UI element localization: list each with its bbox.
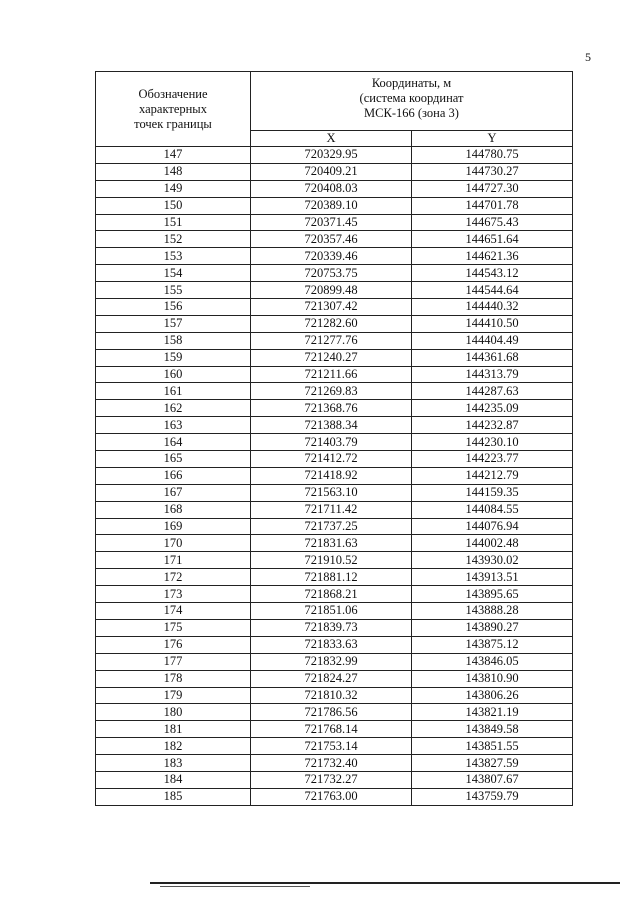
table-row	[96, 484, 573, 501]
y-coordinate-cell: 144361.68	[412, 349, 573, 366]
point-id-cell: 147	[96, 147, 251, 164]
x-coordinate-cell: 720408.03	[251, 180, 412, 197]
x-coordinate-cell: 720371.45	[251, 214, 412, 231]
table-row	[96, 670, 573, 687]
table-row	[96, 755, 573, 772]
x-coordinate-cell: 721240.27	[251, 349, 412, 366]
point-id-cell: 183	[96, 755, 251, 772]
table-row	[96, 619, 573, 636]
point-id-cell: 172	[96, 569, 251, 586]
point-id-cell: 164	[96, 434, 251, 451]
point-id-cell: 184	[96, 771, 251, 788]
x-coordinate-cell: 721910.52	[251, 552, 412, 569]
x-coordinate-cell: 721711.42	[251, 501, 412, 518]
x-coordinate-cell: 721732.27	[251, 771, 412, 788]
x-coordinate-cell: 721412.72	[251, 451, 412, 468]
coordinates-header	[251, 72, 573, 131]
x-coordinate-cell: 721786.56	[251, 704, 412, 721]
header-line: Координаты, м	[371, 76, 452, 90]
table-row	[96, 788, 573, 805]
y-coordinate-cell: 144159.35	[412, 484, 573, 501]
table-row	[96, 383, 573, 400]
y-coordinate-cell: 144621.36	[412, 248, 573, 265]
point-id-cell: 158	[96, 332, 251, 349]
table-row	[96, 349, 573, 366]
x-coordinate-cell: 721868.21	[251, 586, 412, 603]
table-row	[96, 332, 573, 349]
table-row	[96, 603, 573, 620]
y-coordinate-cell: 144675.43	[412, 214, 573, 231]
point-id-cell: 149	[96, 180, 251, 197]
point-id-cell: 165	[96, 451, 251, 468]
y-coordinate-cell: 143821.19	[412, 704, 573, 721]
table-row	[96, 687, 573, 704]
y-coordinate-cell: 143930.02	[412, 552, 573, 569]
x-coordinate-cell: 721277.76	[251, 332, 412, 349]
y-coordinate-cell: 144727.30	[412, 180, 573, 197]
table-row	[96, 552, 573, 569]
x-coordinate-cell: 721732.40	[251, 755, 412, 772]
table-row	[96, 214, 573, 231]
x-coordinate-cell: 721839.73	[251, 619, 412, 636]
point-id-cell: 168	[96, 501, 251, 518]
point-id-cell: 180	[96, 704, 251, 721]
table-row	[96, 518, 573, 535]
point-id-cell: 156	[96, 299, 251, 316]
y-coordinate-cell: 144313.79	[412, 366, 573, 383]
y-coordinate-cell: 144780.75	[412, 147, 573, 164]
y-coordinate-cell: 144543.12	[412, 265, 573, 282]
y-coordinate-cell: 143846.05	[412, 653, 573, 670]
x-coordinate-cell: 721833.63	[251, 636, 412, 653]
x-coordinate-cell: 720329.95	[251, 147, 412, 164]
table-row	[96, 771, 573, 788]
x-column-header: X	[251, 131, 412, 147]
point-id-cell: 150	[96, 197, 251, 214]
y-coordinate-cell: 144440.32	[412, 299, 573, 316]
point-id-cell: 159	[96, 349, 251, 366]
point-id-cell: 161	[96, 383, 251, 400]
y-coordinate-cell: 144230.10	[412, 434, 573, 451]
x-coordinate-cell: 721763.00	[251, 788, 412, 805]
y-coordinate-cell: 143888.28	[412, 603, 573, 620]
y-coordinate-cell: 143810.90	[412, 670, 573, 687]
y-coordinate-cell: 144212.79	[412, 467, 573, 484]
y-coordinate-cell: 144287.63	[412, 383, 573, 400]
table-row	[96, 501, 573, 518]
page-number: 5	[585, 50, 591, 64]
table-row	[96, 417, 573, 434]
table-row	[96, 147, 573, 164]
point-id-cell: 182	[96, 738, 251, 755]
point-id-cell: 162	[96, 400, 251, 417]
x-coordinate-cell: 721269.83	[251, 383, 412, 400]
y-coordinate-cell: 144410.50	[412, 315, 573, 332]
table-row	[96, 366, 573, 383]
y-coordinate-cell: 143759.79	[412, 788, 573, 805]
y-coordinate-cell: 143807.67	[412, 771, 573, 788]
x-coordinate-cell: 721768.14	[251, 721, 412, 738]
table-row	[96, 704, 573, 721]
x-coordinate-cell: 720339.46	[251, 248, 412, 265]
x-coordinate-cell: 720409.21	[251, 163, 412, 180]
table-row	[96, 636, 573, 653]
point-id-cell: 169	[96, 518, 251, 535]
point-id-cell: 174	[96, 603, 251, 620]
y-coordinate-cell: 144076.94	[412, 518, 573, 535]
header-line: характерных	[139, 101, 207, 116]
point-id-cell: 154	[96, 265, 251, 282]
x-coordinate-cell: 721851.06	[251, 603, 412, 620]
table-row	[96, 282, 573, 299]
point-id-cell: 177	[96, 653, 251, 670]
table-row	[96, 299, 573, 316]
table-row	[96, 180, 573, 197]
point-id-cell: 153	[96, 248, 251, 265]
y-coordinate-cell: 144544.64	[412, 282, 573, 299]
x-coordinate-cell: 721832.99	[251, 653, 412, 670]
y-coordinate-cell: 144730.27	[412, 163, 573, 180]
point-id-cell: 157	[96, 315, 251, 332]
point-id-cell: 179	[96, 687, 251, 704]
y-column-header: Y	[412, 131, 573, 147]
y-coordinate-cell: 143849.58	[412, 721, 573, 738]
point-id-cell: 171	[96, 552, 251, 569]
y-coordinate-cell: 144084.55	[412, 501, 573, 518]
point-id-cell: 152	[96, 231, 251, 248]
point-id-cell: 173	[96, 586, 251, 603]
table-row	[96, 231, 573, 248]
header-line: (система координат	[359, 91, 464, 105]
x-coordinate-cell: 721418.92	[251, 467, 412, 484]
x-coordinate-cell: 721831.63	[251, 535, 412, 552]
y-coordinate-cell: 144232.87	[412, 417, 573, 434]
y-coordinate-cell: 143895.65	[412, 586, 573, 603]
point-id-cell: 166	[96, 467, 251, 484]
y-coordinate-cell: 144223.77	[412, 451, 573, 468]
x-coordinate-cell: 720389.10	[251, 197, 412, 214]
table-row	[96, 738, 573, 755]
y-coordinate-cell: 143890.27	[412, 619, 573, 636]
x-coordinate-cell: 721753.14	[251, 738, 412, 755]
x-coordinate-cell: 721737.25	[251, 518, 412, 535]
point-id-cell: 175	[96, 619, 251, 636]
header-line: Обозначение	[138, 86, 208, 101]
x-coordinate-cell: 720357.46	[251, 231, 412, 248]
footer-rule-secondary	[160, 886, 310, 887]
table-row	[96, 197, 573, 214]
table-row	[96, 721, 573, 738]
x-coordinate-cell: 721810.32	[251, 687, 412, 704]
table-row	[96, 163, 573, 180]
x-coordinate-cell: 721403.79	[251, 434, 412, 451]
table-row	[96, 451, 573, 468]
coordinates-table	[95, 71, 573, 806]
y-coordinate-cell: 144235.09	[412, 400, 573, 417]
table-row	[96, 265, 573, 282]
point-id-cell: 167	[96, 484, 251, 501]
x-coordinate-cell: 721388.34	[251, 417, 412, 434]
table-row	[96, 535, 573, 552]
y-coordinate-cell: 143806.26	[412, 687, 573, 704]
header-line: точек границы	[134, 116, 212, 131]
table-row	[96, 434, 573, 451]
table-row	[96, 400, 573, 417]
x-coordinate-cell: 721368.76	[251, 400, 412, 417]
point-id-cell: 160	[96, 366, 251, 383]
point-id-cell: 170	[96, 535, 251, 552]
x-coordinate-cell: 721824.27	[251, 670, 412, 687]
table-row	[96, 569, 573, 586]
y-coordinate-cell: 144701.78	[412, 197, 573, 214]
y-coordinate-cell: 143875.12	[412, 636, 573, 653]
y-coordinate-cell: 144002.48	[412, 535, 573, 552]
point-id-cell: 151	[96, 214, 251, 231]
x-coordinate-cell: 721563.10	[251, 484, 412, 501]
point-designation-header	[96, 72, 251, 147]
y-coordinate-cell: 144404.49	[412, 332, 573, 349]
y-coordinate-cell: 143851.55	[412, 738, 573, 755]
table-row	[96, 315, 573, 332]
x-coordinate-cell: 720753.75	[251, 265, 412, 282]
x-coordinate-cell: 721307.42	[251, 299, 412, 316]
y-coordinate-cell: 144651.64	[412, 231, 573, 248]
y-coordinate-cell: 143913.51	[412, 569, 573, 586]
point-id-cell: 155	[96, 282, 251, 299]
table-row	[96, 248, 573, 265]
table-row	[96, 653, 573, 670]
x-coordinate-cell: 720899.48	[251, 282, 412, 299]
point-id-cell: 148	[96, 163, 251, 180]
header-line: МСК-166 (зона 3)	[364, 106, 459, 120]
x-coordinate-cell: 721211.66	[251, 366, 412, 383]
point-id-cell: 185	[96, 788, 251, 805]
y-coordinate-cell: 143827.59	[412, 755, 573, 772]
point-id-cell: 178	[96, 670, 251, 687]
point-id-cell: 181	[96, 721, 251, 738]
x-coordinate-cell: 721881.12	[251, 569, 412, 586]
table-row	[96, 467, 573, 484]
x-coordinate-cell: 721282.60	[251, 315, 412, 332]
point-id-cell: 163	[96, 417, 251, 434]
table-row	[96, 586, 573, 603]
point-id-cell: 176	[96, 636, 251, 653]
footer-rule	[150, 882, 620, 884]
